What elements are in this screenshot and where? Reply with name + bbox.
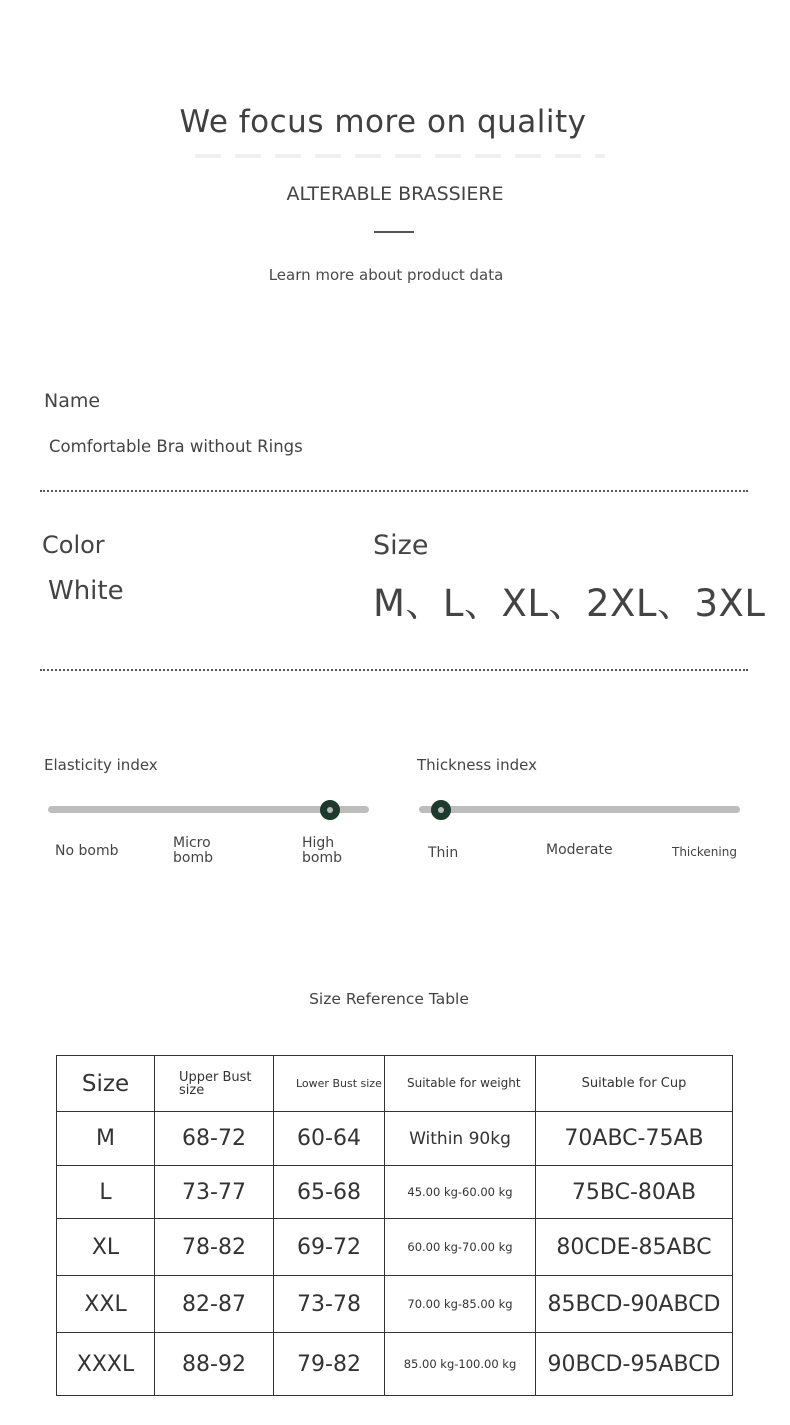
table-row	[57, 1219, 733, 1276]
thickness-tick-moderate: Moderate	[546, 842, 613, 858]
cell-cup: 75BC-80AB	[536, 1166, 733, 1219]
size-label: Size	[373, 530, 429, 561]
thickness-tick-thickening: Thickening	[672, 845, 737, 859]
headline-reflection	[195, 154, 605, 158]
size-table-title: Size Reference Table	[309, 990, 469, 1008]
headline: We focus more on quality	[179, 104, 587, 140]
cell-lower-bust: 65-68	[274, 1166, 385, 1219]
table-row	[57, 1276, 733, 1333]
thickness-knob	[431, 800, 451, 820]
cell-weight: 60.00 kg-70.00 kg	[385, 1219, 536, 1276]
thickness-title: Thickness index	[417, 756, 537, 774]
dotted-divider	[40, 669, 748, 671]
elasticity-tick-high-bomb: High bomb	[302, 835, 342, 866]
table-header-row	[57, 1056, 733, 1112]
cell-weight: 45.00 kg-60.00 kg	[385, 1166, 536, 1219]
table-row	[57, 1166, 733, 1219]
cell-cup: 90BCD-95ABCD	[536, 1333, 733, 1396]
header-upper-bust: Upper Bust size	[155, 1056, 274, 1112]
color-value: White	[48, 576, 124, 606]
cell-upper-bust: 68-72	[155, 1112, 274, 1166]
learn-more-text: Learn more about product data	[268, 266, 504, 284]
cell-size: XXL	[57, 1276, 155, 1333]
header-lower-bust: Lower Bust size	[274, 1056, 385, 1112]
cell-size: XL	[57, 1219, 155, 1276]
elasticity-title: Elasticity index	[44, 756, 158, 774]
cell-cup: 70ABC-75AB	[536, 1112, 733, 1166]
cell-cup: 80CDE-85ABC	[536, 1219, 733, 1276]
cell-weight: 85.00 kg-100.00 kg	[385, 1333, 536, 1396]
elasticity-tick-micro-bomb: Micro bomb	[173, 835, 213, 866]
elasticity-tick-no-bomb: No bomb	[55, 843, 119, 859]
cell-lower-bust: 69-72	[274, 1219, 385, 1276]
table-row	[57, 1333, 733, 1396]
size-value: M、L、XL、2XL、3XL	[373, 582, 766, 625]
thickness-tick-thin: Thin	[428, 845, 459, 861]
cell-size: XXXL	[57, 1333, 155, 1396]
dotted-divider	[40, 490, 748, 492]
cell-lower-bust: 60-64	[274, 1112, 385, 1166]
cell-upper-bust: 78-82	[155, 1219, 274, 1276]
header-weight: Suitable for weight	[385, 1056, 536, 1112]
cell-upper-bust: 82-87	[155, 1276, 274, 1333]
subheading: ALTERABLE BRASSIERE	[286, 183, 504, 205]
cell-cup: 85BCD-90ABCD	[536, 1276, 733, 1333]
table-row	[57, 1112, 733, 1166]
name-label: Name	[44, 390, 101, 412]
cell-weight: Within 90kg	[385, 1112, 536, 1166]
name-value: Comfortable Bra without Rings	[49, 437, 303, 456]
header-size: Size	[57, 1056, 155, 1112]
cell-upper-bust: 88-92	[155, 1333, 274, 1396]
cell-size: L	[57, 1166, 155, 1219]
thickness-track	[419, 806, 740, 813]
cell-lower-bust: 73-78	[274, 1276, 385, 1333]
header-cup: Suitable for Cup	[536, 1056, 733, 1112]
cell-lower-bust: 79-82	[274, 1333, 385, 1396]
size-reference-table	[56, 1055, 733, 1396]
cell-upper-bust: 73-77	[155, 1166, 274, 1219]
elasticity-knob	[320, 800, 340, 820]
color-label: Color	[42, 531, 105, 559]
cell-size: M	[57, 1112, 155, 1166]
short-divider	[374, 231, 414, 233]
cell-weight: 70.00 kg-85.00 kg	[385, 1276, 536, 1333]
